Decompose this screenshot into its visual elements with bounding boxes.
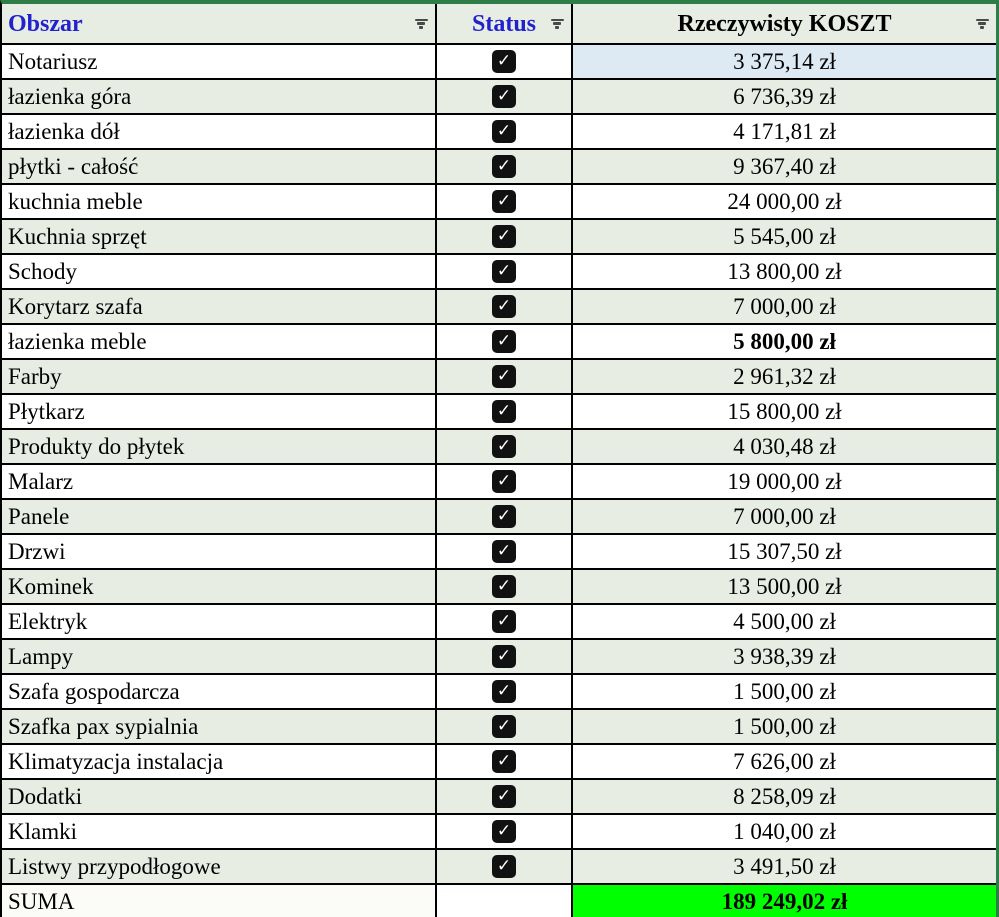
checkmark-icon: ✓ — [496, 86, 512, 106]
area-label: Klimatyzacja instalacja — [8, 749, 224, 774]
status-checkbox[interactable] — [492, 820, 516, 843]
checkmark-icon: ✓ — [496, 226, 512, 246]
cost-value: 6 736,39 zł — [733, 84, 836, 109]
cost-cell[interactable] — [573, 220, 996, 255]
summary-row — [2, 885, 996, 917]
cost-cell[interactable] — [573, 325, 996, 360]
summary-total: 189 249,02 zł — [721, 888, 848, 914]
checkmark-icon: ✓ — [496, 121, 512, 141]
cost-value: 19 000,00 zł — [727, 469, 842, 494]
checkmark-icon: ✓ — [496, 191, 512, 211]
area-cell[interactable] — [2, 430, 437, 465]
status-checkbox[interactable] — [492, 750, 516, 773]
table-row — [2, 605, 996, 640]
status-checkbox[interactable] — [492, 330, 516, 353]
checkmark-icon: ✓ — [496, 401, 512, 421]
filter-icon[interactable] — [975, 18, 989, 29]
status-checkbox[interactable] — [492, 400, 516, 423]
cost-cell[interactable] — [573, 150, 996, 185]
area-label: łazienka meble — [8, 329, 147, 354]
status-checkbox[interactable] — [492, 470, 516, 493]
status-cell[interactable] — [437, 325, 573, 360]
cost-cell[interactable] — [573, 605, 996, 640]
area-label: Kominek — [8, 574, 94, 599]
cost-cell[interactable] — [573, 780, 996, 815]
status-checkbox[interactable] — [492, 610, 516, 633]
status-checkbox[interactable] — [492, 260, 516, 283]
checkmark-icon: ✓ — [496, 576, 512, 596]
cost-cell[interactable] — [573, 45, 996, 80]
area-cell[interactable] — [2, 80, 437, 115]
cost-cell[interactable] — [573, 430, 996, 465]
status-checkbox[interactable] — [492, 505, 516, 528]
area-label: Listwy przypodłogowe — [8, 854, 221, 879]
cost-cell[interactable] — [573, 80, 996, 115]
area-cell[interactable] — [2, 500, 437, 535]
area-cell[interactable] — [2, 815, 437, 850]
cost-cell[interactable] — [573, 675, 996, 710]
checkmark-icon: ✓ — [496, 331, 512, 351]
status-cell[interactable] — [437, 605, 573, 640]
status-cell[interactable] — [437, 185, 573, 220]
area-label: Notariusz — [8, 49, 98, 74]
cost-value: 13 500,00 zł — [727, 574, 842, 599]
status-checkbox[interactable] — [492, 680, 516, 703]
area-label: Szafka pax sypialnia — [8, 714, 199, 739]
filter-icon[interactable] — [550, 18, 564, 29]
area-cell[interactable] — [2, 745, 437, 780]
checkmark-icon: ✓ — [496, 856, 512, 876]
area-label: Korytarz szafa — [8, 294, 143, 319]
status-checkbox[interactable] — [492, 190, 516, 213]
cost-value: 3 938,39 zł — [733, 644, 836, 669]
cost-value: 24 000,00 zł — [727, 189, 842, 214]
table-row — [2, 430, 996, 465]
status-cell[interactable] — [437, 395, 573, 430]
table-row — [2, 850, 996, 885]
checkmark-icon: ✓ — [496, 786, 512, 806]
area-label: Lampy — [8, 644, 74, 669]
table-row — [2, 115, 996, 150]
cost-cell[interactable] — [573, 465, 996, 500]
cost-value: 7 626,00 zł — [733, 749, 836, 774]
cost-value: 1 500,00 zł — [733, 679, 836, 704]
status-cell[interactable] — [437, 815, 573, 850]
summary-label: SUMA — [8, 888, 75, 914]
area-cell[interactable] — [2, 45, 437, 80]
area-label: Produkty do płytek — [8, 434, 185, 459]
cost-value: 2 961,32 zł — [733, 364, 836, 389]
table-row — [2, 675, 996, 710]
area-label: Malarz — [8, 469, 74, 494]
table-row — [2, 255, 996, 290]
area-cell[interactable] — [2, 185, 437, 220]
status-checkbox[interactable] — [492, 645, 516, 668]
status-checkbox[interactable] — [492, 50, 516, 73]
status-cell[interactable] — [437, 255, 573, 290]
area-cell[interactable] — [2, 535, 437, 570]
status-checkbox[interactable] — [492, 715, 516, 738]
table-row — [2, 45, 996, 80]
cost-cell[interactable] — [573, 395, 996, 430]
status-cell[interactable] — [437, 465, 573, 500]
area-cell[interactable] — [2, 150, 437, 185]
checkmark-icon: ✓ — [496, 261, 512, 281]
status-cell[interactable] — [437, 80, 573, 115]
table-row — [2, 150, 996, 185]
table-row — [2, 80, 996, 115]
cost-cell[interactable] — [573, 185, 996, 220]
header-cell-koszt[interactable] — [573, 4, 996, 45]
status-cell[interactable] — [437, 710, 573, 745]
checkmark-icon: ✓ — [496, 366, 512, 386]
cost-value: 4 030,48 zł — [733, 434, 836, 459]
area-label: Panele — [8, 504, 70, 529]
status-cell[interactable] — [437, 500, 573, 535]
checkmark-icon: ✓ — [496, 506, 512, 526]
status-checkbox[interactable] — [492, 785, 516, 808]
status-checkbox[interactable] — [492, 155, 516, 178]
area-label: Klamki — [8, 819, 77, 844]
area-cell[interactable] — [2, 220, 437, 255]
cost-value: 1 500,00 zł — [733, 714, 836, 739]
cost-value: 4 171,81 zł — [733, 119, 836, 144]
status-cell[interactable] — [437, 850, 573, 885]
cost-value: 7 000,00 zł — [733, 294, 836, 319]
status-checkbox[interactable] — [492, 365, 516, 388]
summary-label-cell[interactable] — [2, 885, 437, 917]
area-label: Płytkarz — [8, 399, 85, 424]
area-label: Szafa gospodarcza — [8, 679, 180, 704]
checkmark-icon: ✓ — [496, 436, 512, 456]
cost-value: 5 800,00 zł — [733, 329, 836, 354]
status-cell[interactable] — [437, 675, 573, 710]
checkmark-icon: ✓ — [496, 471, 512, 491]
area-cell[interactable] — [2, 360, 437, 395]
status-checkbox[interactable] — [492, 435, 516, 458]
status-cell[interactable] — [437, 290, 573, 325]
checkmark-icon: ✓ — [496, 296, 512, 316]
area-cell[interactable] — [2, 290, 437, 325]
cost-value: 15 800,00 zł — [727, 399, 842, 424]
status-cell[interactable] — [437, 535, 573, 570]
cost-cell[interactable] — [573, 535, 996, 570]
table-row — [2, 745, 996, 780]
checkmark-icon: ✓ — [496, 51, 512, 71]
area-label: łazienka góra — [8, 84, 132, 109]
column-title-koszt: Rzeczywisty KOSZT — [677, 10, 892, 37]
checkmark-icon: ✓ — [496, 541, 512, 561]
cost-cell[interactable] — [573, 115, 996, 150]
cost-value: 7 000,00 zł — [733, 504, 836, 529]
header-cell-obszar[interactable] — [2, 4, 437, 45]
table-row — [2, 220, 996, 255]
filter-icon[interactable] — [414, 18, 428, 29]
area-label: Drzwi — [8, 539, 66, 564]
area-cell[interactable] — [2, 570, 437, 605]
status-checkbox[interactable] — [492, 540, 516, 563]
area-label: łazienka dół — [8, 119, 120, 144]
table-row — [2, 185, 996, 220]
status-cell[interactable] — [437, 640, 573, 675]
status-cell[interactable] — [437, 220, 573, 255]
cost-value: 3 491,50 zł — [733, 854, 836, 879]
status-checkbox[interactable] — [492, 575, 516, 598]
status-cell[interactable] — [437, 150, 573, 185]
cost-cell[interactable] — [573, 815, 996, 850]
area-cell[interactable] — [2, 325, 437, 360]
status-cell[interactable] — [437, 745, 573, 780]
table-body — [2, 45, 996, 885]
area-cell[interactable] — [2, 780, 437, 815]
cost-cell[interactable] — [573, 710, 996, 745]
status-cell[interactable] — [437, 570, 573, 605]
cost-cell[interactable] — [573, 360, 996, 395]
status-checkbox[interactable] — [492, 85, 516, 108]
checkmark-icon: ✓ — [496, 611, 512, 631]
cost-value: 3 375,14 zł — [733, 49, 836, 74]
area-label: Dodatki — [8, 784, 83, 809]
area-label: płytki - całość — [8, 154, 139, 179]
status-checkbox[interactable] — [492, 855, 516, 878]
table-row — [2, 535, 996, 570]
table-row — [2, 465, 996, 500]
status-checkbox[interactable] — [492, 120, 516, 143]
area-cell[interactable] — [2, 605, 437, 640]
column-title-status: Status — [471, 10, 537, 37]
cost-cell[interactable] — [573, 290, 996, 325]
cost-value: 13 800,00 zł — [727, 259, 842, 284]
table-row — [2, 710, 996, 745]
table-row — [2, 500, 996, 535]
checkmark-icon: ✓ — [496, 681, 512, 701]
checkmark-icon: ✓ — [496, 751, 512, 771]
summary-total-cell[interactable] — [573, 885, 996, 917]
table-row — [2, 395, 996, 430]
status-checkbox[interactable] — [492, 225, 516, 248]
table-row — [2, 360, 996, 395]
table-row — [2, 290, 996, 325]
area-cell[interactable] — [2, 710, 437, 745]
cost-value: 4 500,00 zł — [733, 609, 836, 634]
checkmark-icon: ✓ — [496, 156, 512, 176]
table-row — [2, 570, 996, 605]
area-label: Schody — [8, 259, 77, 284]
cost-value: 8 258,09 zł — [733, 784, 836, 809]
cost-cell[interactable] — [573, 640, 996, 675]
status-cell[interactable] — [437, 360, 573, 395]
area-cell[interactable] — [2, 675, 437, 710]
summary-status-cell[interactable] — [437, 885, 573, 917]
area-cell[interactable] — [2, 395, 437, 430]
cost-value: 9 367,40 zł — [733, 154, 836, 179]
cost-cell[interactable] — [573, 745, 996, 780]
status-cell[interactable] — [437, 45, 573, 80]
area-cell[interactable] — [2, 255, 437, 290]
table-row — [2, 780, 996, 815]
cost-value: 5 545,00 zł — [733, 224, 836, 249]
area-label: Kuchnia sprzęt — [8, 224, 147, 249]
cost-cell[interactable] — [573, 500, 996, 535]
area-cell[interactable] — [2, 640, 437, 675]
checkmark-icon: ✓ — [496, 646, 512, 666]
cost-cell[interactable] — [573, 850, 996, 885]
checkmark-icon: ✓ — [496, 716, 512, 736]
status-cell[interactable] — [437, 115, 573, 150]
column-title-obszar: Obszar — [8, 10, 83, 37]
header-cell-status[interactable] — [437, 4, 573, 45]
area-label: Elektryk — [8, 609, 88, 634]
cost-value: 1 040,00 zł — [733, 819, 836, 844]
area-cell[interactable] — [2, 850, 437, 885]
table-row — [2, 815, 996, 850]
area-label: Farby — [8, 364, 62, 389]
cost-value: 15 307,50 zł — [727, 539, 842, 564]
checkmark-icon: ✓ — [496, 821, 512, 841]
area-label: kuchnia meble — [8, 189, 143, 214]
area-cell[interactable] — [2, 465, 437, 500]
status-checkbox[interactable] — [492, 295, 516, 318]
table-row — [2, 640, 996, 675]
status-cell[interactable] — [437, 780, 573, 815]
table-row — [2, 325, 996, 360]
cost-cell[interactable] — [573, 570, 996, 605]
cost-cell[interactable] — [573, 255, 996, 290]
area-cell[interactable] — [2, 115, 437, 150]
table-header — [2, 4, 996, 45]
status-cell[interactable] — [437, 430, 573, 465]
